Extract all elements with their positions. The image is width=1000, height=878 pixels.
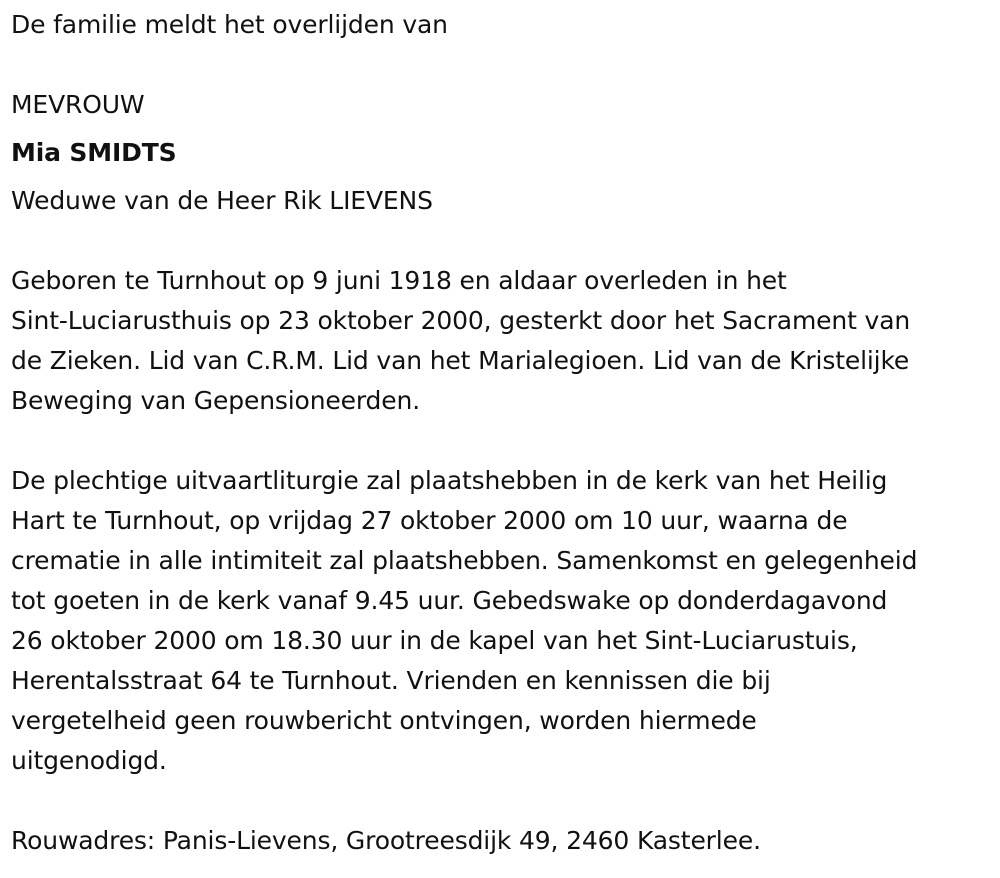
- funeral-line: vergetelheid geen rouwbericht ontvingen, worden hiermede: [11, 706, 757, 735]
- biography-line: de Zieken. Lid van C.R.M. Lid van het Marialegioen. Lid van de Kristelijke: [11, 346, 910, 375]
- spouse-text: Weduwe van de Heer Rik LIEVENS: [11, 186, 433, 215]
- intro-text: De familie meldt het overlijden van: [11, 10, 448, 39]
- biography-line: Beweging van Gepensioneerden.: [11, 386, 420, 415]
- funeral-line: tot goeten in de kerk vanaf 9.45 uur. Gebedswake op donderdagavond: [11, 586, 888, 615]
- biography-paragraph: [11, 261, 910, 421]
- funeral-paragraph: [11, 461, 917, 781]
- funeral-line: crematie in alle intimiteit zal plaatshebben. Samenkomst en gelegenheid: [11, 546, 918, 575]
- funeral-line: Herentalsstraat 64 te Turnhout. Vrienden en kennissen die bij: [11, 666, 771, 695]
- mourning-address: Rouwadres: Panis-Lievens, Grootreesdijk 49, 2460 Kasterlee.: [11, 826, 761, 855]
- funeral-line: De plechtige uitvaartliturgie zal plaatshebben in de kerk van het Heilig: [11, 466, 888, 495]
- funeral-line: uitgenodigd.: [11, 746, 167, 775]
- deceased-name: Mia SMIDTS: [11, 138, 177, 167]
- biography-line: Sint-Luciarusthuis op 23 oktober 2000, gesterkt door het Sacrament van: [11, 306, 911, 335]
- biography-line: Geboren te Turnhout op 9 juni 1918 en aldaar overleden in het: [11, 266, 787, 295]
- title-text: MEVROUW: [11, 90, 145, 119]
- funeral-line: Hart te Turnhout, op vrijdag 27 oktober 2000 om 10 uur, waarna de: [11, 506, 848, 535]
- funeral-line: 26 oktober 2000 om 18.30 uur in de kapel van het Sint-Luciarustuis,: [11, 626, 858, 655]
